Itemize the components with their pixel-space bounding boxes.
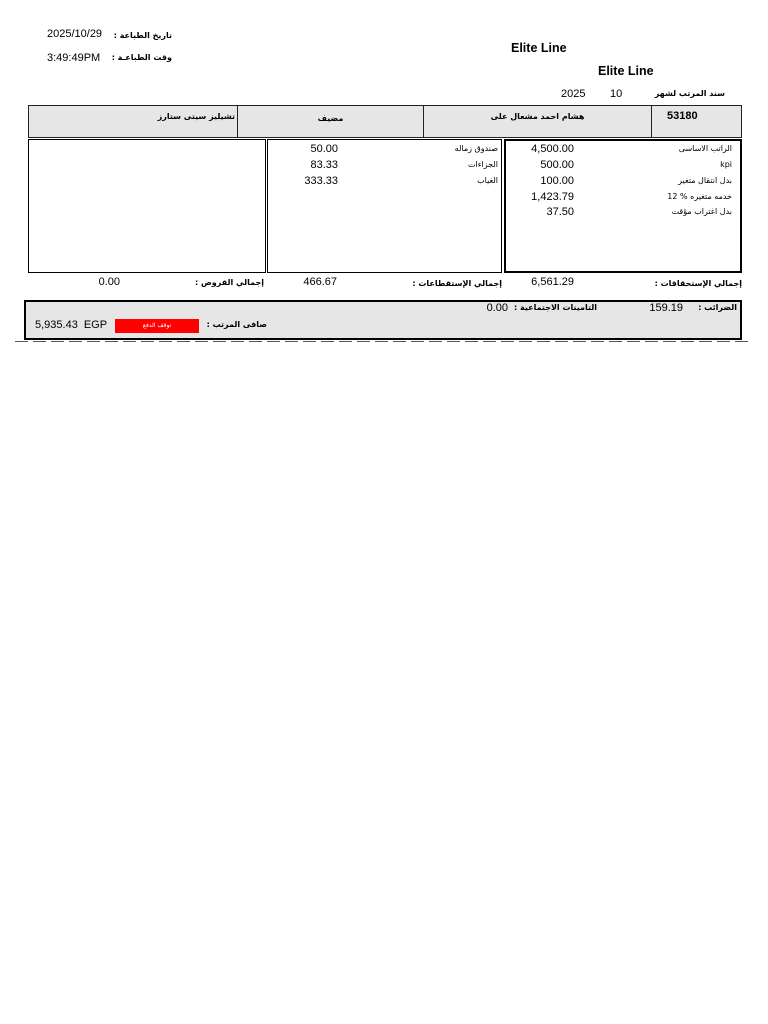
employee-name: هشام احمد مشعال على (490, 112, 585, 121)
deduction-row (268, 174, 501, 188)
earning-label: الراتب الاساسى (678, 144, 732, 153)
deduction-row (268, 158, 501, 172)
period-year: 2025 (561, 88, 586, 100)
earning-row (506, 190, 740, 204)
print-date-label: تاريخ الطباعة : (113, 31, 172, 40)
deduction-label: الغياب (477, 176, 498, 185)
net-pay-amount (35, 318, 107, 332)
earnings-total-value: 6,561.29 (531, 276, 574, 288)
deductions-total-label: إجمالي الإستقطاعات : (412, 279, 502, 288)
company-name-secondary: Elite Line (598, 64, 654, 78)
print-time-label: وقت الطباعـة : (111, 53, 172, 62)
earning-label: خدمه متغيره % 12 (667, 192, 732, 201)
taxes-value: 159.19 (649, 302, 683, 314)
company-name: Elite Line (511, 41, 567, 55)
earning-value: 500.00 (540, 159, 574, 171)
employee-header (28, 105, 742, 138)
net-pay-label: صافى المرتب : (206, 320, 267, 329)
print-time-value: 3:49:49PM (47, 52, 101, 64)
loans-total-label: إجمالي القروض : (195, 278, 264, 287)
earning-row (506, 142, 740, 156)
earning-value: 100.00 (540, 175, 574, 187)
currency-code: EGP (83, 319, 108, 331)
job-title: مضيف (317, 114, 344, 123)
print-date-value: 2025/10/29 (47, 28, 103, 40)
social-insurance-label: التامينات الاجتماعية : (514, 303, 597, 312)
earning-value: 1,423.79 (531, 191, 574, 203)
earning-label: kpi (720, 160, 732, 169)
period-month: 10 (610, 88, 623, 100)
loans-total-value: 0.00 (98, 276, 120, 288)
social-insurance-value: 0.00 (486, 302, 508, 314)
branch-name: تشيليز سيتى ستارز (157, 112, 235, 121)
deduction-value: 83.33 (310, 159, 338, 171)
net-pay-summary (24, 300, 742, 340)
status-badge: توقف الدفع (115, 319, 199, 333)
earnings-panel (504, 139, 742, 273)
earning-value: 4,500.00 (531, 143, 574, 155)
earning-label: بدل اغتراب مؤقت (671, 207, 732, 216)
job-title-cell (237, 105, 424, 138)
empty-panel (28, 139, 266, 273)
deduction-value: 333.33 (304, 175, 338, 187)
earning-label: بدل انتقال متغير (678, 176, 732, 185)
deduction-row (268, 142, 501, 156)
deduction-value: 50.00 (310, 143, 338, 155)
employee-id-cell (651, 105, 742, 138)
deduction-label: صندوق زماله (454, 144, 498, 153)
branch-cell (28, 105, 238, 138)
employee-id: 53180 (667, 110, 698, 122)
dashed-divider (15, 341, 752, 342)
net-pay-value: 5,935.43 (35, 319, 78, 331)
deductions-total-value: 466.67 (303, 276, 337, 288)
earnings-total-label: إجمالي الإستحقاقات : (654, 279, 742, 288)
earning-value: 37.50 (546, 206, 574, 218)
earning-row (506, 158, 740, 172)
employee-name-cell (423, 105, 652, 138)
deduction-label: الجزاءات (468, 160, 498, 169)
taxes-label: الضرائب : (698, 303, 737, 312)
deductions-panel (267, 139, 502, 273)
earning-row (506, 174, 740, 188)
earning-row (506, 205, 740, 219)
payslip-title: سند المرتب لشهر (654, 89, 725, 98)
